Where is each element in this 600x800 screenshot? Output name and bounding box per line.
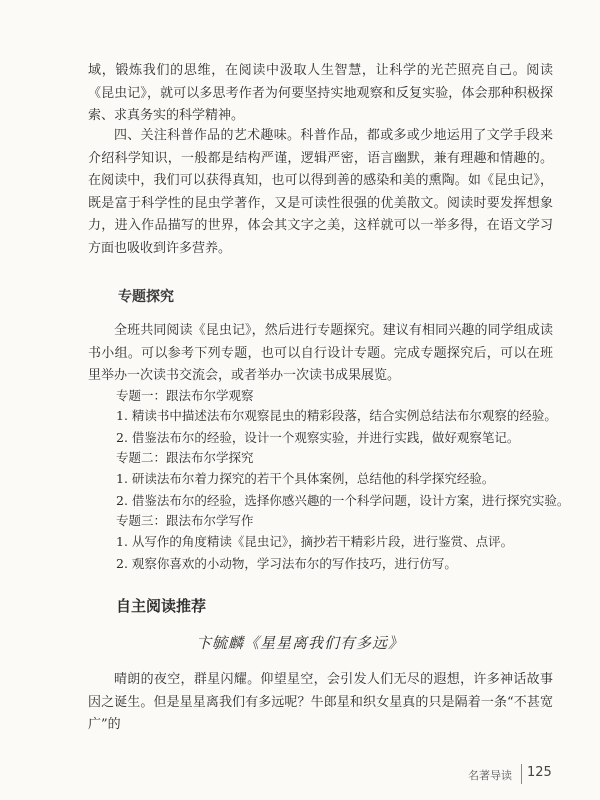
topic-heading: 专题探究 bbox=[118, 289, 174, 305]
paragraph-top: 域，锻炼我们的思维，在阅读中汲取人生智慧，让科学的光芒照亮自己。阅读《昆虫记》，就可以多思考作者为何要坚持实地观察和反复实验，体会那种积极探索、求真务实的科学精神。 bbox=[88, 63, 553, 123]
footer-divider bbox=[521, 764, 522, 784]
topic-3-item-2: 2. 观察你喜欢的小动物，学习法布尔的写作技巧，进行仿写。 bbox=[116, 556, 457, 571]
page-number: 125 bbox=[527, 765, 552, 780]
topic-2-title: 专题二：跟法布尔学探究 bbox=[116, 450, 254, 465]
topic-2-item-1: 1. 研读法布尔着力探究的若干个具体案例，总结他的科学探究经验。 bbox=[116, 471, 495, 486]
recommend-section-title: 自主阅读推荐 bbox=[116, 597, 207, 615]
topic-2-item-2: 2. 借鉴法布尔的经验，选择你感兴趣的一个科学问题，设计方案，进行探究实验。 bbox=[116, 493, 570, 508]
recommend-paragraph: 晴朗的夜空，群星闪耀。仰望星空，会引发人们无尽的遐想，许多神话故事因之诞生。但是星星离我们有多远呢？牛郎星和织女星真的只是隔着一条“不甚宽广”的 bbox=[88, 672, 553, 732]
footer-section-label: 名著导读 bbox=[468, 769, 512, 782]
paragraph-art-interest: 四、关注科普作品的艺术趣味。科普作品，都或多或少地运用了文学手段来介绍科学知识，一般都是结构严谨，逻辑严密，语言幽默，兼有理趣和情趣的。在阅读中，我们可以获得真知，也可以得到善的感染和美的熏陶。如《昆虫记》，既是富于科学性的昆虫学著作，又是可读性很强的优美散文。阅读时要发挥想象力，进入作品描写的世界，体会其文字之美，这样就可以一举多得，在语文学习方面也吸收到许多营养。 bbox=[88, 128, 553, 256]
topic-1-item-1: 1. 精读书中描述法布尔观察昆虫的精彩段落，结合实例总结法布尔观察的经验。 bbox=[116, 408, 557, 423]
topic-3-title: 专题三：跟法布尔学写作 bbox=[116, 513, 254, 528]
recommended-book-title: 卞毓麟《星星离我们有多远》 bbox=[195, 634, 404, 652]
topic-1-item-2: 2. 借鉴法布尔的经验，设计一个观察实验，并进行实践，做好观察笔记。 bbox=[116, 430, 520, 445]
topic-intro: 全班共同阅读《昆虫记》，然后进行专题探究。建议有相同兴趣的同学组成读书小组。可以参考下列专题，也可以自行设计专题。完成专题探究后，可以在班里举办一次读书交流会，或者举办一次读书成果展览。 bbox=[88, 323, 553, 383]
topic-3-item-1: 1. 从写作的角度精读《昆虫记》，摘抄若干精彩片段，进行鉴赏、点评。 bbox=[116, 534, 514, 549]
topic-1-title: 专题一：跟法布尔学观察 bbox=[116, 388, 254, 403]
